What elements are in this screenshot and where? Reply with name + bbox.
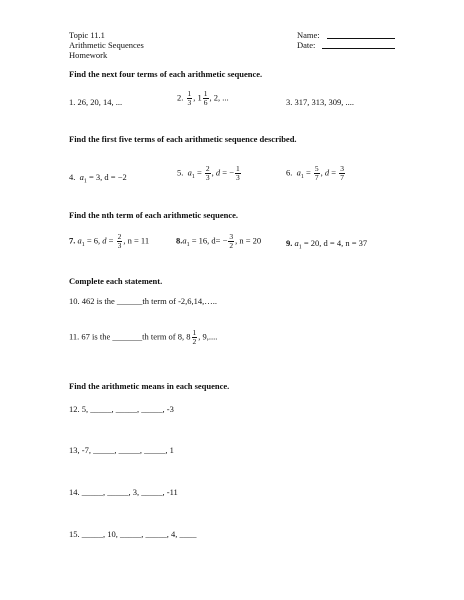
problem-12: 12. 5, _____, _____, _____, -3 xyxy=(69,404,174,414)
problem-3: 3. 317, 313, 309, .... xyxy=(286,97,354,107)
fraction: $\frac{3}{7}$ xyxy=(340,164,344,182)
fraction: $\frac{5}{7}$ xyxy=(314,164,319,182)
section-heading: Find the next four terms of each arithmetic sequence. xyxy=(69,69,263,79)
fraction: $\frac{2}{3}$ xyxy=(205,164,210,182)
problem-14: 14. _____, _____, 3, _____, -11 xyxy=(69,487,178,497)
section-heading: Find the arithmetic means in each sequence. xyxy=(69,381,230,391)
fraction: $\frac{1}{3}$ xyxy=(236,164,240,182)
problem-6: 6. $a_1$ = $\frac{5}{7}$ , d = $\frac{3}{7}$ xyxy=(286,164,344,182)
fraction: $\frac{1}{3}$ xyxy=(187,89,192,107)
name-label: Name: xyxy=(297,30,320,40)
name-line xyxy=(327,38,395,39)
section-heading: Complete each statement. xyxy=(69,276,163,286)
homework-label: Homework xyxy=(69,50,108,60)
topic-label: Topic 11.1 xyxy=(69,30,105,40)
problem-2: 2. $\frac{1}{3}$ , 1 $\frac{1}{6}$ , 2, ... xyxy=(177,89,229,107)
date-line xyxy=(322,48,395,49)
section-heading: Find the first five terms of each arithmetic sequence described. xyxy=(69,134,297,144)
problem-7: 7. $a_1 = 6$, d = $\frac{2}{3}$ , n = 11 xyxy=(69,232,150,250)
problem-4: 4. $a_1 = 3$, d = −2 xyxy=(69,172,127,185)
problem-1: 1. 26, 20, 14, ... xyxy=(69,97,123,107)
date-label: Date: xyxy=(297,40,316,50)
problem-5: 5. $a_1$ = $\frac{2}{3}$ , d = − $\frac{1}{3}$ xyxy=(177,164,240,182)
fraction: $\frac{2}{3}$ xyxy=(117,232,122,250)
problem-13: 13, -7, _____, _____, _____, 1 xyxy=(69,445,174,455)
fraction: $\frac{3}{2}$ xyxy=(229,232,234,250)
fraction: $\frac{1}{6}$ xyxy=(203,89,208,107)
problem-9: 9. $a_1 = 20$, d = 4, n = 37 xyxy=(286,238,368,251)
problem-10: 10. 462 is the ______th term of -2,6,14,….. xyxy=(69,296,218,306)
section-heading: Find the nth term of each arithmetic sequence. xyxy=(69,210,239,220)
problem-8: $8.a_1 = 16$, d= − $\frac{3}{2}$ , n = 20 xyxy=(176,232,262,250)
fraction: $\frac{1}{2}$ xyxy=(192,328,197,346)
subject-label: Arithmetic Sequences xyxy=(69,40,144,50)
problem-15: 15. _____, 10, _____, _____, 4, ____ xyxy=(69,529,197,539)
problem-11: 11. 67 is the _______th term of 8, 8 $\frac{1}{2}$ , 9,.... xyxy=(69,328,218,346)
